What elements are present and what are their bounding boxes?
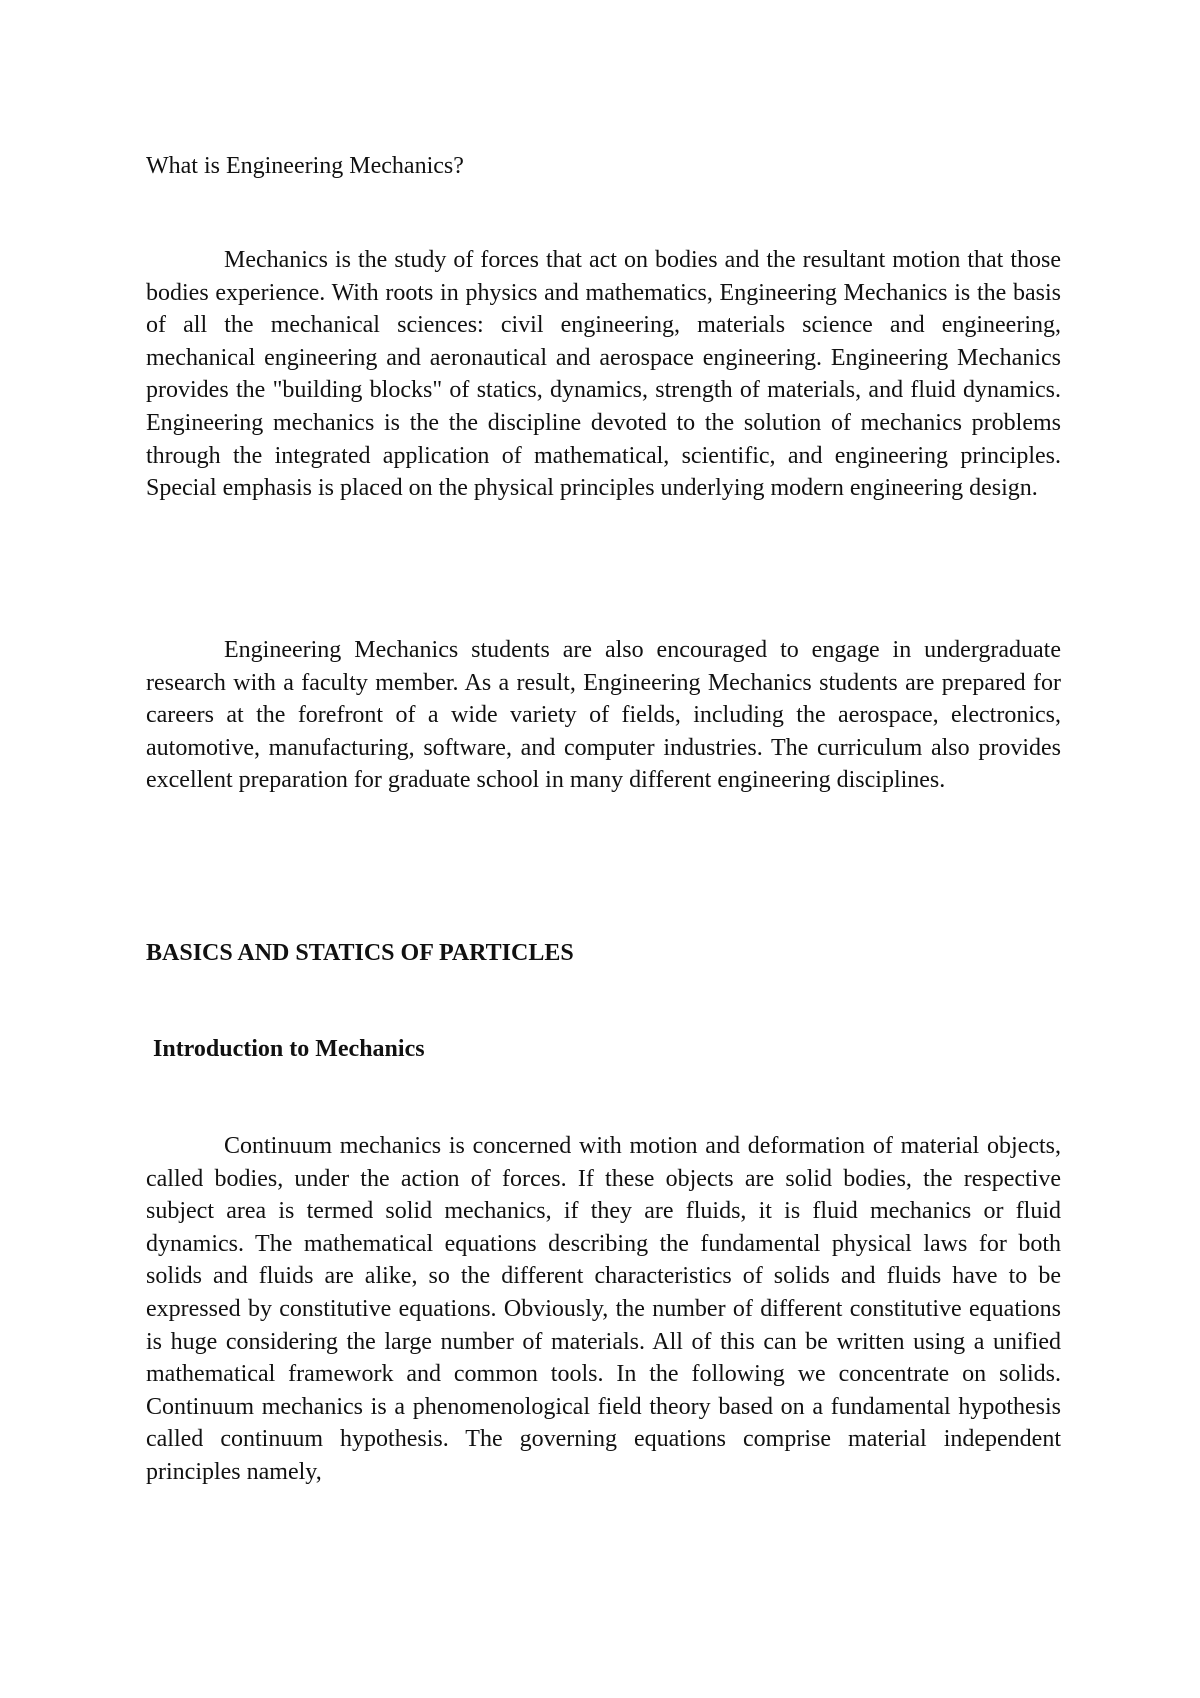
paragraph-continuum-mechanics: Continuum mechanics is concerned with motion and deformation of material objects, called bodies, under the action of forces. If these objects are solid bodies, the respective subject area is termed solid mechanics, if they are fluids, it is fluid mechanics or fluid dynamics. The mathematical equations describing the fundamental physical laws for both solids and fluids are alike, so the different characteristics of solids and fluids have to be expressed by constitutive equations. Obviously, the number of different constitutive equations is huge considering the large number of materials. All of this can be written using a unified mathematical framework and common tools. In the following we concentrate on solids. Continuum mechanics is a phenomenological field theory based on a fundamental hypothesis called continuum hypothesis. The governing equations comprise material independent principles namely,: [146, 1133, 1061, 1485]
paragraph-mechanics-definition: Mechanics is the study of forces that act on bodies and the resultant motion that those bodies experience. With roots in physics and mathematics, Engineering Mechanics is the basis of all the mechanical sciences: civil engineering, materials science and engineering, mechanical engineering and aeronautical and aerospace engineering. Engineering Mechanics provides the "building blocks" of statics, dynamics, strength of materials, and fluid dynamics. Engineering mechanics is the the discipline devoted to the solution of mechanics problems through the integrated application of mathematical, scientific, and engineering principles. Special emphasis is placed on the physical principles underlying modern engineering design.: [146, 247, 1061, 502]
subsection-heading: Introduction to Mechanics: [153, 1036, 425, 1062]
question-title: What is Engineering Mechanics?: [146, 153, 464, 179]
section-heading: BASICS AND STATICS OF PARTICLES: [146, 940, 574, 966]
paragraph-students-careers: Engineering Mechanics students are also encouraged to engage in undergraduate research with a faculty member. As a result, Engineering Mechanics students are prepared for careers at the forefront of a wide variety of fields, including the aerospace, electronics, automotive, manufacturing, software, and computer industries. The curriculum also provides excellent preparation for graduate school in many different engineering disciplines.: [146, 637, 1061, 794]
